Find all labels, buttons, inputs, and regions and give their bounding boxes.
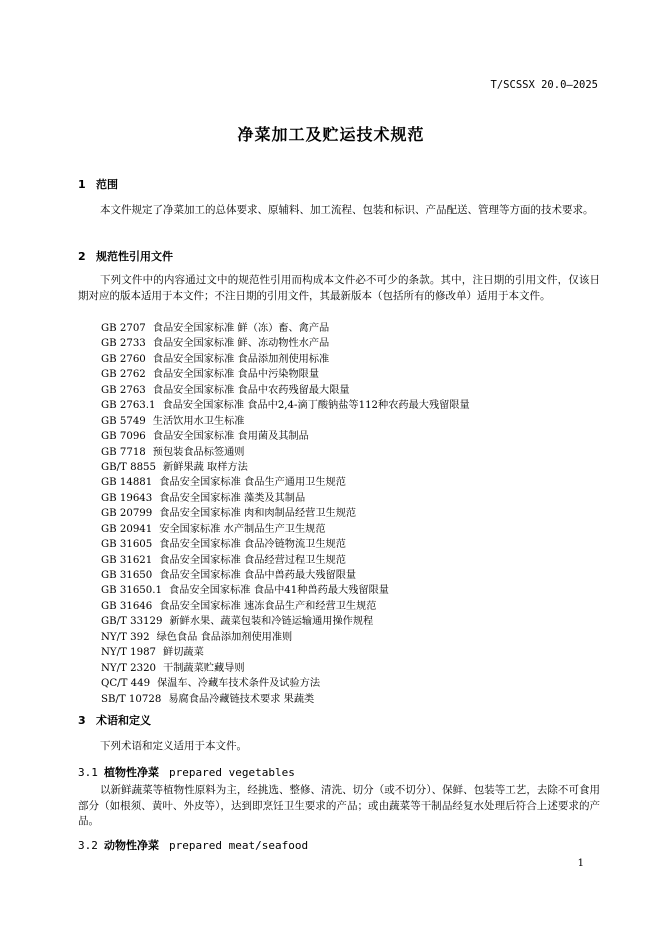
section-title: 规范性引用文件 xyxy=(96,250,173,263)
reference-code: GB 20799 xyxy=(101,508,153,520)
term-heading-3-1 xyxy=(78,764,295,780)
reference-name: 保温车、冷藏车技术条件及试验方法 xyxy=(157,678,321,690)
section-number: 1 xyxy=(78,178,86,191)
section-heading-terms xyxy=(78,712,151,728)
reference-code: GB 31650 xyxy=(101,570,153,581)
reference-item xyxy=(101,506,470,521)
reference-item xyxy=(101,537,470,552)
reference-name: 新鲜果蔬 取样方法 xyxy=(163,461,248,473)
reference-item xyxy=(101,661,470,676)
reference-code: GB/T 33129 xyxy=(101,616,163,628)
reference-code: GB 7096 xyxy=(101,431,146,443)
reference-item xyxy=(101,367,470,382)
page-number: 1 xyxy=(577,858,584,869)
reference-item xyxy=(101,352,470,367)
reference-name: 食品安全国家标准 食品中污染物限量 xyxy=(152,369,320,381)
section-number: 2 xyxy=(78,250,86,263)
standard-code: T/SCSSX 20.0—2025 xyxy=(490,79,598,91)
term-english: prepared meat/seafood xyxy=(169,839,309,852)
reference-item xyxy=(101,614,470,629)
reference-name: 食品安全国家标准 食品经营过程卫生规范 xyxy=(159,554,346,566)
term-title: 动物性净菜 xyxy=(104,839,159,852)
reference-code: QC/T 449 xyxy=(101,678,151,690)
reference-code: GB/T 8855 xyxy=(101,461,157,473)
reference-item xyxy=(101,383,470,398)
reference-name: 食品安全国家标准 食品生产通用卫生规范 xyxy=(159,477,346,489)
reference-name: 食品安全国家标准 食品冷链物流卫生规范 xyxy=(159,539,346,551)
reference-name: 食品安全国家标准 鲜（冻）畜、禽产品 xyxy=(152,323,330,334)
reference-name: 食品安全国家标准 食用菌及其制品 xyxy=(152,431,309,443)
references-intro-paragraph: 下列文件中的内容通过文中的规范性引用而构成本文件必不可少的条款。其中，注日期的引用文件，仅该日期对应的版本适用于本文件；不注日期的引用文件，其最新版本（包括所有的修改单）适用于本文件。 xyxy=(78,274,600,302)
reference-item xyxy=(101,475,470,490)
reference-name: 食品安全国家标准 食品中兽药最大残留限量 xyxy=(159,570,357,581)
reference-item xyxy=(101,414,470,429)
reference-code: GB 7718 xyxy=(101,446,146,458)
scope-paragraph: 本文件规定了净菜加工的总体要求、原辅料、加工流程、包装和标识、产品配送、管理等方面的技术要求。 xyxy=(100,204,594,216)
reference-item xyxy=(101,553,470,568)
reference-item xyxy=(101,645,470,660)
term-heading-3-2 xyxy=(78,837,308,853)
reference-name: 绿色食品 食品添加剂使用准则 xyxy=(156,631,293,643)
reference-name: 食品安全国家标准 肉和肉制品经营卫生规范 xyxy=(159,508,357,520)
reference-code: GB 2763 xyxy=(101,384,146,396)
term-number: 3.2 xyxy=(78,839,98,852)
reference-item xyxy=(101,692,470,707)
section-number: 3 xyxy=(78,714,86,727)
reference-list xyxy=(101,321,470,707)
term-english: prepared vegetables xyxy=(169,766,295,779)
reference-item xyxy=(101,491,470,506)
term-number: 3.1 xyxy=(78,766,98,779)
reference-name: 食品安全国家标准 食品中农药残留最大限量 xyxy=(152,384,350,396)
reference-item xyxy=(101,398,470,413)
section-heading-scope xyxy=(78,176,118,192)
reference-name: 食品安全国家标准 食品中2,4-滴丁酸钠盐等112种农药最大残留限量 xyxy=(162,400,470,412)
reference-item xyxy=(101,568,470,583)
section-heading-normative-references xyxy=(78,248,173,264)
reference-code: GB 2762 xyxy=(101,369,146,381)
reference-code: GB 31605 xyxy=(101,539,153,551)
term-definition-paragraph: 以新鲜蔬菜等植物性原料为主，经挑选、整修、清洗、切分（或不切分）、保鲜、包装等工艺，去除不可食用部分（如根须、黄叶、外皮等），达到即烹饪卫生要求的产品；或由蔬菜等干制品经复水处理后符合上述要求的产品。 xyxy=(78,784,600,827)
reference-item xyxy=(101,522,470,537)
reference-code: GB 19643 xyxy=(101,492,153,504)
reference-name: 食品安全国家标准 鲜、冻动物性水产品 xyxy=(152,338,330,350)
reference-name: 食品安全国家标准 速冻食品生产和经营卫生规范 xyxy=(159,600,377,612)
term-title: 植物性净菜 xyxy=(104,766,159,779)
reference-code: GB 2763.1 xyxy=(101,400,156,412)
reference-code: NY/T 1987 xyxy=(101,647,157,659)
reference-item xyxy=(101,336,470,351)
reference-code: GB 20941 xyxy=(101,523,153,535)
reference-item xyxy=(101,676,470,691)
reference-code: SB/T 10728 xyxy=(101,693,162,705)
reference-item xyxy=(101,583,470,598)
reference-item xyxy=(101,460,470,475)
reference-code: NY/T 2320 xyxy=(101,662,157,674)
reference-code: GB 14881 xyxy=(101,477,153,489)
section-title: 范围 xyxy=(96,178,118,191)
reference-name: 食品安全国家标准 食品中41种兽药最大残留限量 xyxy=(169,585,389,597)
reference-name: 食品安全国家标准 食品添加剂使用标准 xyxy=(152,353,330,365)
page-title: 净菜加工及贮运技术规范 xyxy=(237,125,425,144)
reference-item xyxy=(101,429,470,444)
reference-name: 安全国家标准 水产制品生产卫生规范 xyxy=(159,523,326,535)
reference-code: GB 31646 xyxy=(101,600,153,612)
terms-intro-paragraph: 下列术语和定义适用于本文件。 xyxy=(100,740,247,752)
reference-code: GB 31621 xyxy=(101,554,153,566)
reference-code: NY/T 392 xyxy=(101,631,150,643)
reference-item xyxy=(101,599,470,614)
reference-name: 生活饮用水卫生标准 xyxy=(152,415,245,427)
reference-name: 易腐食品冷藏链技术要求 果蔬类 xyxy=(168,693,315,705)
reference-code: GB 5749 xyxy=(101,415,146,427)
reference-name: 预包装食品标签通则 xyxy=(152,446,245,458)
reference-code: GB 2733 xyxy=(101,338,146,350)
reference-item xyxy=(101,630,470,645)
reference-name: 食品安全国家标准 藻类及其制品 xyxy=(159,492,306,504)
reference-name: 鲜切蔬菜 xyxy=(163,647,204,659)
reference-item xyxy=(101,445,470,460)
section-title: 术语和定义 xyxy=(96,714,151,727)
reference-item xyxy=(101,321,470,336)
reference-code: GB 2707 xyxy=(101,323,146,334)
reference-name: 干制蔬菜贮藏导则 xyxy=(163,662,245,674)
reference-code: GB 31650.1 xyxy=(101,585,162,597)
reference-code: GB 2760 xyxy=(101,353,146,365)
reference-name: 新鲜水果、蔬菜包装和冷链运输通用操作规程 xyxy=(169,616,374,628)
